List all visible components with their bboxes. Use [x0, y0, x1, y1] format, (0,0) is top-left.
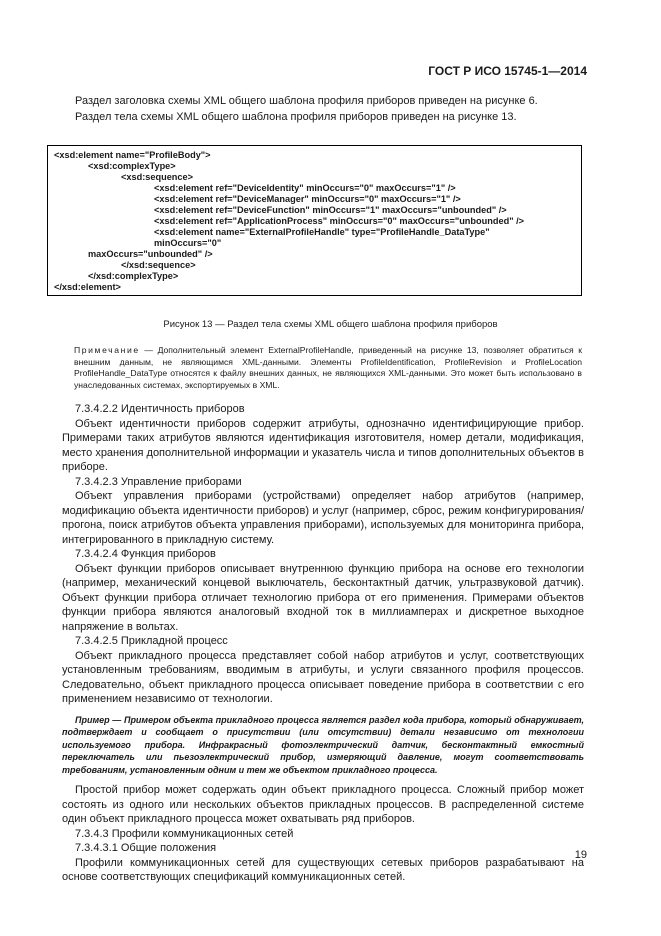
code-line: <xsd:element ref="DeviceManager" minOccurs="0" maxOccurs="1" />	[154, 194, 461, 204]
note-text: — Дополнительный элемент ExternalProfileHandle, приведенный на рисунке 13, позволяет обратиться к внешним данным, не являющимся XML-данными. Элементы ProfileIdentification, ProfileRevision и ProfileLocation ProfileHandle_DataType относятся к файлу внешних данных, не являющихся XML-данными. Это может быть использовано в унаследованных системах, экспортируемых в XML.	[74, 345, 582, 390]
figure-caption: Рисунок 13 — Раздел тела схемы XML общего шаблона профиля приборов	[163, 319, 498, 330]
example-paragraph: Пример — Примером объекта прикладного процесса является раздел кода прибора, который обнаруживает, подтверждает и сообщает о присутствии (или отсутствии) детали независимо от технологии используемого прибора. Инфракрасный фотоэлектрический датчик, бесконтактный емкостный переключатель или пьезоэлектрический прибор, измеряющий давление, могут соответствовать требованиям, установленным одним и тем же объектом прикладного процесса.	[62, 714, 584, 775]
section-paragraph: Объект прикладного процесса представляет собой набор атрибутов и услуг, соответствующих установленным требованиям, вводимым в атрибуты, и услуги связанного профиля процессов. Следовательно, объект прикладного процесса описывает поведение прибора в соответствии с его применением независимо от технологии.	[62, 649, 584, 705]
code-line: <xsd:element ref="ApplicationProcess" minOccurs="0" maxOccurs="unbounded" />	[154, 216, 525, 226]
section-heading: 7.3.4.2.4 Функция приборов	[75, 548, 216, 560]
section-heading: 7.3.4.2.5 Прикладной процесс	[75, 635, 228, 647]
code-line: </xsd:element>	[54, 282, 121, 292]
code-line: <xsd:element name="ExternalProfileHandle" type="ProfileHandle_DataType"	[154, 227, 490, 237]
note-paragraph	[74, 345, 582, 391]
section-paragraph: Объект функции приборов описывает внутреннюю функцию прибора на основе его технологии (например, механический концевой выключатель, бесконтактный датчик, ультразвуковой датчик). Объект функции прибора отличает технологию прибора от его применения. Примерами объектов функции прибора являются аналоговый входной ток в миллиамперах и дискретное выходное напряжение в вольтах.	[62, 562, 584, 633]
code-line: </xsd:complexType>	[88, 271, 179, 281]
main-text	[62, 402, 584, 885]
section-heading: 7.3.4.3 Профили коммуникационных сетей	[75, 827, 294, 840]
code-line: <xsd:sequence>	[121, 172, 194, 182]
code-line: <xsd:element ref="DeviceIdentity" minOccurs="0" maxOccurs="1" />	[154, 183, 456, 193]
xml-code-box	[47, 145, 582, 296]
code-line: maxOccurs="unbounded" />	[88, 249, 213, 259]
section-paragraph: Объект управления приборами (устройствами) определяет набор атрибутов (например, модификацию объекта идентичности приборов) и услуг (например, сброс, режим конфигурирования/прогона, поиск атрибутов объекта управления приборами), используемых для мониторинга прибора, интегрированного в прикладную систему.	[62, 490, 584, 546]
code-line: <xsd:element ref="DeviceFunction" minOccurs="1" maxOccurs="unbounded" />	[154, 205, 507, 215]
intro-paragraphs	[62, 93, 592, 125]
section-heading: 7.3.4.2.3 Управление приборами	[75, 475, 242, 488]
intro-line-2: Раздел тела схемы XML общего шаблона профиля приборов приведен на рисунке 13.	[75, 111, 517, 123]
code-line: minOccurs="0"	[154, 238, 222, 248]
section-paragraph: Объект идентичности приборов содержит атрибуты, однозначно идентифицирующие прибор. Примерами таких атрибутов являются идентификация изготовителя, номер детали, модификация, место хранения дополнительной информации и указатель числа и типов дополнительных объектов в приборе.	[62, 417, 584, 473]
note-label: Примечание	[74, 345, 140, 355]
code-line: <xsd:complexType>	[88, 161, 176, 171]
page-header: ГОСТ Р ИСО 15745-1—2014	[428, 64, 587, 78]
intro-line-1: Раздел заголовка схемы XML общего шаблона профиля приборов приведен на рисунке 6.	[75, 95, 538, 107]
section-heading: 7.3.4.3.1 Общие положения	[75, 842, 217, 854]
page-number: 19	[574, 849, 587, 861]
code-line: <xsd:element name="ProfileBody">	[54, 150, 211, 160]
section-heading: 7.3.4.2.2 Идентичность приборов	[75, 403, 245, 415]
code-line: </xsd:sequence>	[121, 260, 196, 270]
section-paragraph: Простой прибор может содержать один объект прикладного процесса. Сложный прибор может состоять из одного или нескольких объектов прикладных процессов. В распределенной системе один объект прикладного процесса может охватывать ряд приборов.	[62, 784, 584, 825]
section-paragraph: Профили коммуникационных сетей для существующих сетевых приборов разрабатывают на основе соответствующих спецификаций коммуникационных сетей.	[62, 856, 584, 883]
